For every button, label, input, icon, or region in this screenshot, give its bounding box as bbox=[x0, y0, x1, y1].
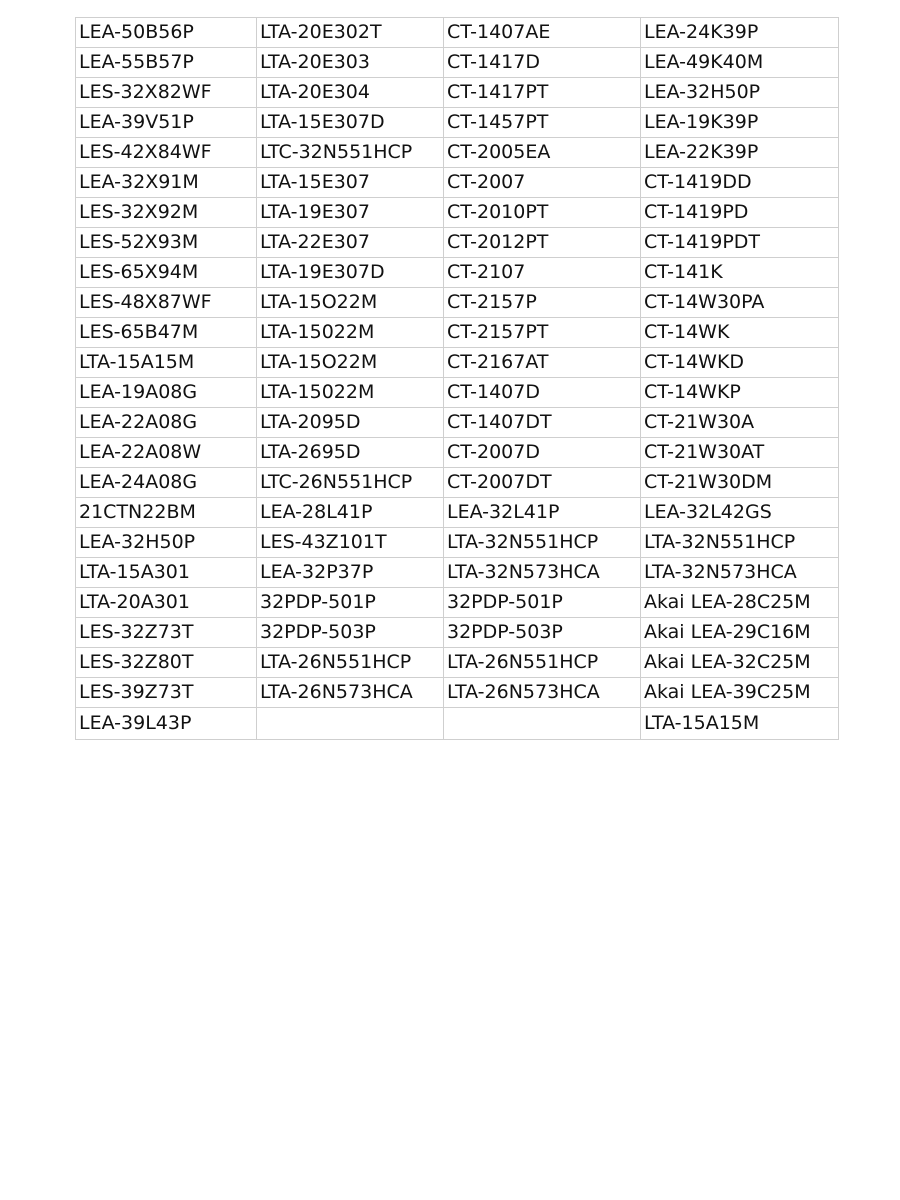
table-cell: CT-2007 bbox=[444, 168, 641, 198]
table-cell: 32PDP-503P bbox=[257, 618, 444, 648]
table-cell: LTA-20E304 bbox=[257, 78, 444, 108]
table-cell: LTA-32N551HCP bbox=[641, 528, 839, 558]
table-row bbox=[76, 378, 839, 408]
table-cell: LES-32X82WF bbox=[76, 78, 257, 108]
table-cell: LES-52X93M bbox=[76, 228, 257, 258]
table-cell: LEA-39L43P bbox=[76, 708, 257, 740]
table-cell: LTA-15A15M bbox=[641, 708, 839, 740]
table-cell: Akai LEA-28C25M bbox=[641, 588, 839, 618]
table-row bbox=[76, 198, 839, 228]
model-number-table bbox=[75, 17, 839, 740]
table-cell: CT-2005EA bbox=[444, 138, 641, 168]
table-cell: CT-1419PDT bbox=[641, 228, 839, 258]
table-row bbox=[76, 78, 839, 108]
table-cell: LTA-15O22M bbox=[257, 348, 444, 378]
table-row bbox=[76, 468, 839, 498]
table-row bbox=[76, 288, 839, 318]
table-cell: CT-21W30A bbox=[641, 408, 839, 438]
table-cell: LES-32Z80T bbox=[76, 648, 257, 678]
table-cell: LES-48X87WF bbox=[76, 288, 257, 318]
table-cell: LEA-22K39P bbox=[641, 138, 839, 168]
table-row bbox=[76, 258, 839, 288]
table-row bbox=[76, 618, 839, 648]
table-cell: CT-2157P bbox=[444, 288, 641, 318]
table-row bbox=[76, 168, 839, 198]
table-cell: CT-21W30AT bbox=[641, 438, 839, 468]
table-cell: LES-32X92M bbox=[76, 198, 257, 228]
table-cell bbox=[257, 708, 444, 740]
table-cell: LTA-26N551HCP bbox=[257, 648, 444, 678]
table-cell: CT-1417D bbox=[444, 48, 641, 78]
table-row bbox=[76, 408, 839, 438]
table-row bbox=[76, 348, 839, 378]
table-cell: LTA-20E303 bbox=[257, 48, 444, 78]
table-cell: LTA-26N573HCA bbox=[257, 678, 444, 708]
table-row bbox=[76, 558, 839, 588]
table-row bbox=[76, 678, 839, 708]
table-cell: Akai LEA-39C25M bbox=[641, 678, 839, 708]
table-cell: LEA-24A08G bbox=[76, 468, 257, 498]
table-cell: LTA-15E307D bbox=[257, 108, 444, 138]
table-row bbox=[76, 708, 839, 740]
table-cell: LEA-55B57P bbox=[76, 48, 257, 78]
table-row bbox=[76, 588, 839, 618]
table-row bbox=[76, 48, 839, 78]
table-cell: CT-2167AT bbox=[444, 348, 641, 378]
table-cell: LES-39Z73T bbox=[76, 678, 257, 708]
table-cell: LTA-32N573HCA bbox=[641, 558, 839, 588]
table-cell: CT-14WK bbox=[641, 318, 839, 348]
table-cell: LTA-32N551HCP bbox=[444, 528, 641, 558]
table-cell: Akai LEA-29C16M bbox=[641, 618, 839, 648]
table-cell: Akai LEA-32C25M bbox=[641, 648, 839, 678]
table-cell: LES-43Z101T bbox=[257, 528, 444, 558]
table-cell bbox=[444, 708, 641, 740]
table-cell: LTA-15022M bbox=[257, 318, 444, 348]
table-cell: LEA-49K40M bbox=[641, 48, 839, 78]
table-cell: LTA-15A301 bbox=[76, 558, 257, 588]
table-cell: CT-2007DT bbox=[444, 468, 641, 498]
table-cell: CT-2157PT bbox=[444, 318, 641, 348]
table-cell: LTA-15022M bbox=[257, 378, 444, 408]
table-row bbox=[76, 318, 839, 348]
table-cell: LEA-22A08G bbox=[76, 408, 257, 438]
table-cell: CT-1419PD bbox=[641, 198, 839, 228]
table-cell: LEA-19K39P bbox=[641, 108, 839, 138]
table-cell: CT-141K bbox=[641, 258, 839, 288]
model-table-body bbox=[76, 18, 839, 740]
table-row bbox=[76, 528, 839, 558]
table-row bbox=[76, 228, 839, 258]
table-cell: LTA-26N551HCP bbox=[444, 648, 641, 678]
table-cell: LEA-32P37P bbox=[257, 558, 444, 588]
table-cell: LES-42X84WF bbox=[76, 138, 257, 168]
table-cell: LTA-26N573HCA bbox=[444, 678, 641, 708]
table-cell: LTA-19E307D bbox=[257, 258, 444, 288]
table-cell: LTA-2095D bbox=[257, 408, 444, 438]
table-cell: LTC-32N551HCP bbox=[257, 138, 444, 168]
table-cell: LEA-39V51P bbox=[76, 108, 257, 138]
table-cell: LES-65B47M bbox=[76, 318, 257, 348]
table-cell: CT-1407DT bbox=[444, 408, 641, 438]
table-row bbox=[76, 438, 839, 468]
table-cell: CT-2012PT bbox=[444, 228, 641, 258]
table-row bbox=[76, 18, 839, 48]
table-cell: CT-1407D bbox=[444, 378, 641, 408]
table-cell: LEA-32L41P bbox=[444, 498, 641, 528]
table-cell: 32PDP-501P bbox=[444, 588, 641, 618]
table-cell: 32PDP-501P bbox=[257, 588, 444, 618]
table-cell: LEA-32H50P bbox=[641, 78, 839, 108]
table-cell: CT-14WKD bbox=[641, 348, 839, 378]
table-cell: CT-21W30DM bbox=[641, 468, 839, 498]
table-cell: CT-1417PT bbox=[444, 78, 641, 108]
table-cell: CT-14WKP bbox=[641, 378, 839, 408]
table-cell: LTA-2695D bbox=[257, 438, 444, 468]
table-cell: LTA-15O22M bbox=[257, 288, 444, 318]
table-cell: LTA-20E302T bbox=[257, 18, 444, 48]
table-cell: LTA-22E307 bbox=[257, 228, 444, 258]
table-cell: CT-1457PT bbox=[444, 108, 641, 138]
table-cell: LEA-32H50P bbox=[76, 528, 257, 558]
table-cell: LTC-26N551HCP bbox=[257, 468, 444, 498]
table-cell: LEA-24K39P bbox=[641, 18, 839, 48]
table-cell: LTA-15A15M bbox=[76, 348, 257, 378]
table-cell: LEA-22A08W bbox=[76, 438, 257, 468]
table-row bbox=[76, 138, 839, 168]
table-cell: LEA-19A08G bbox=[76, 378, 257, 408]
table-cell: LES-32Z73T bbox=[76, 618, 257, 648]
table-cell: CT-2007D bbox=[444, 438, 641, 468]
table-cell: LEA-50B56P bbox=[76, 18, 257, 48]
table-cell: CT-1419DD bbox=[641, 168, 839, 198]
table-cell: LEA-28L41P bbox=[257, 498, 444, 528]
table-cell: 21CTN22BM bbox=[76, 498, 257, 528]
table-row bbox=[76, 108, 839, 138]
table-cell: LES-65X94M bbox=[76, 258, 257, 288]
table-cell: LTA-32N573HCA bbox=[444, 558, 641, 588]
table-cell: CT-2010PT bbox=[444, 198, 641, 228]
table-cell: LEA-32X91M bbox=[76, 168, 257, 198]
table-row bbox=[76, 648, 839, 678]
table-cell: CT-1407AE bbox=[444, 18, 641, 48]
table-cell: LTA-15E307 bbox=[257, 168, 444, 198]
table-cell: LEA-32L42GS bbox=[641, 498, 839, 528]
table-cell: LTA-19E307 bbox=[257, 198, 444, 228]
table-cell: CT-2107 bbox=[444, 258, 641, 288]
table-row bbox=[76, 498, 839, 528]
table-cell: LTA-20A301 bbox=[76, 588, 257, 618]
table-cell: 32PDP-503P bbox=[444, 618, 641, 648]
table-cell: CT-14W30PA bbox=[641, 288, 839, 318]
